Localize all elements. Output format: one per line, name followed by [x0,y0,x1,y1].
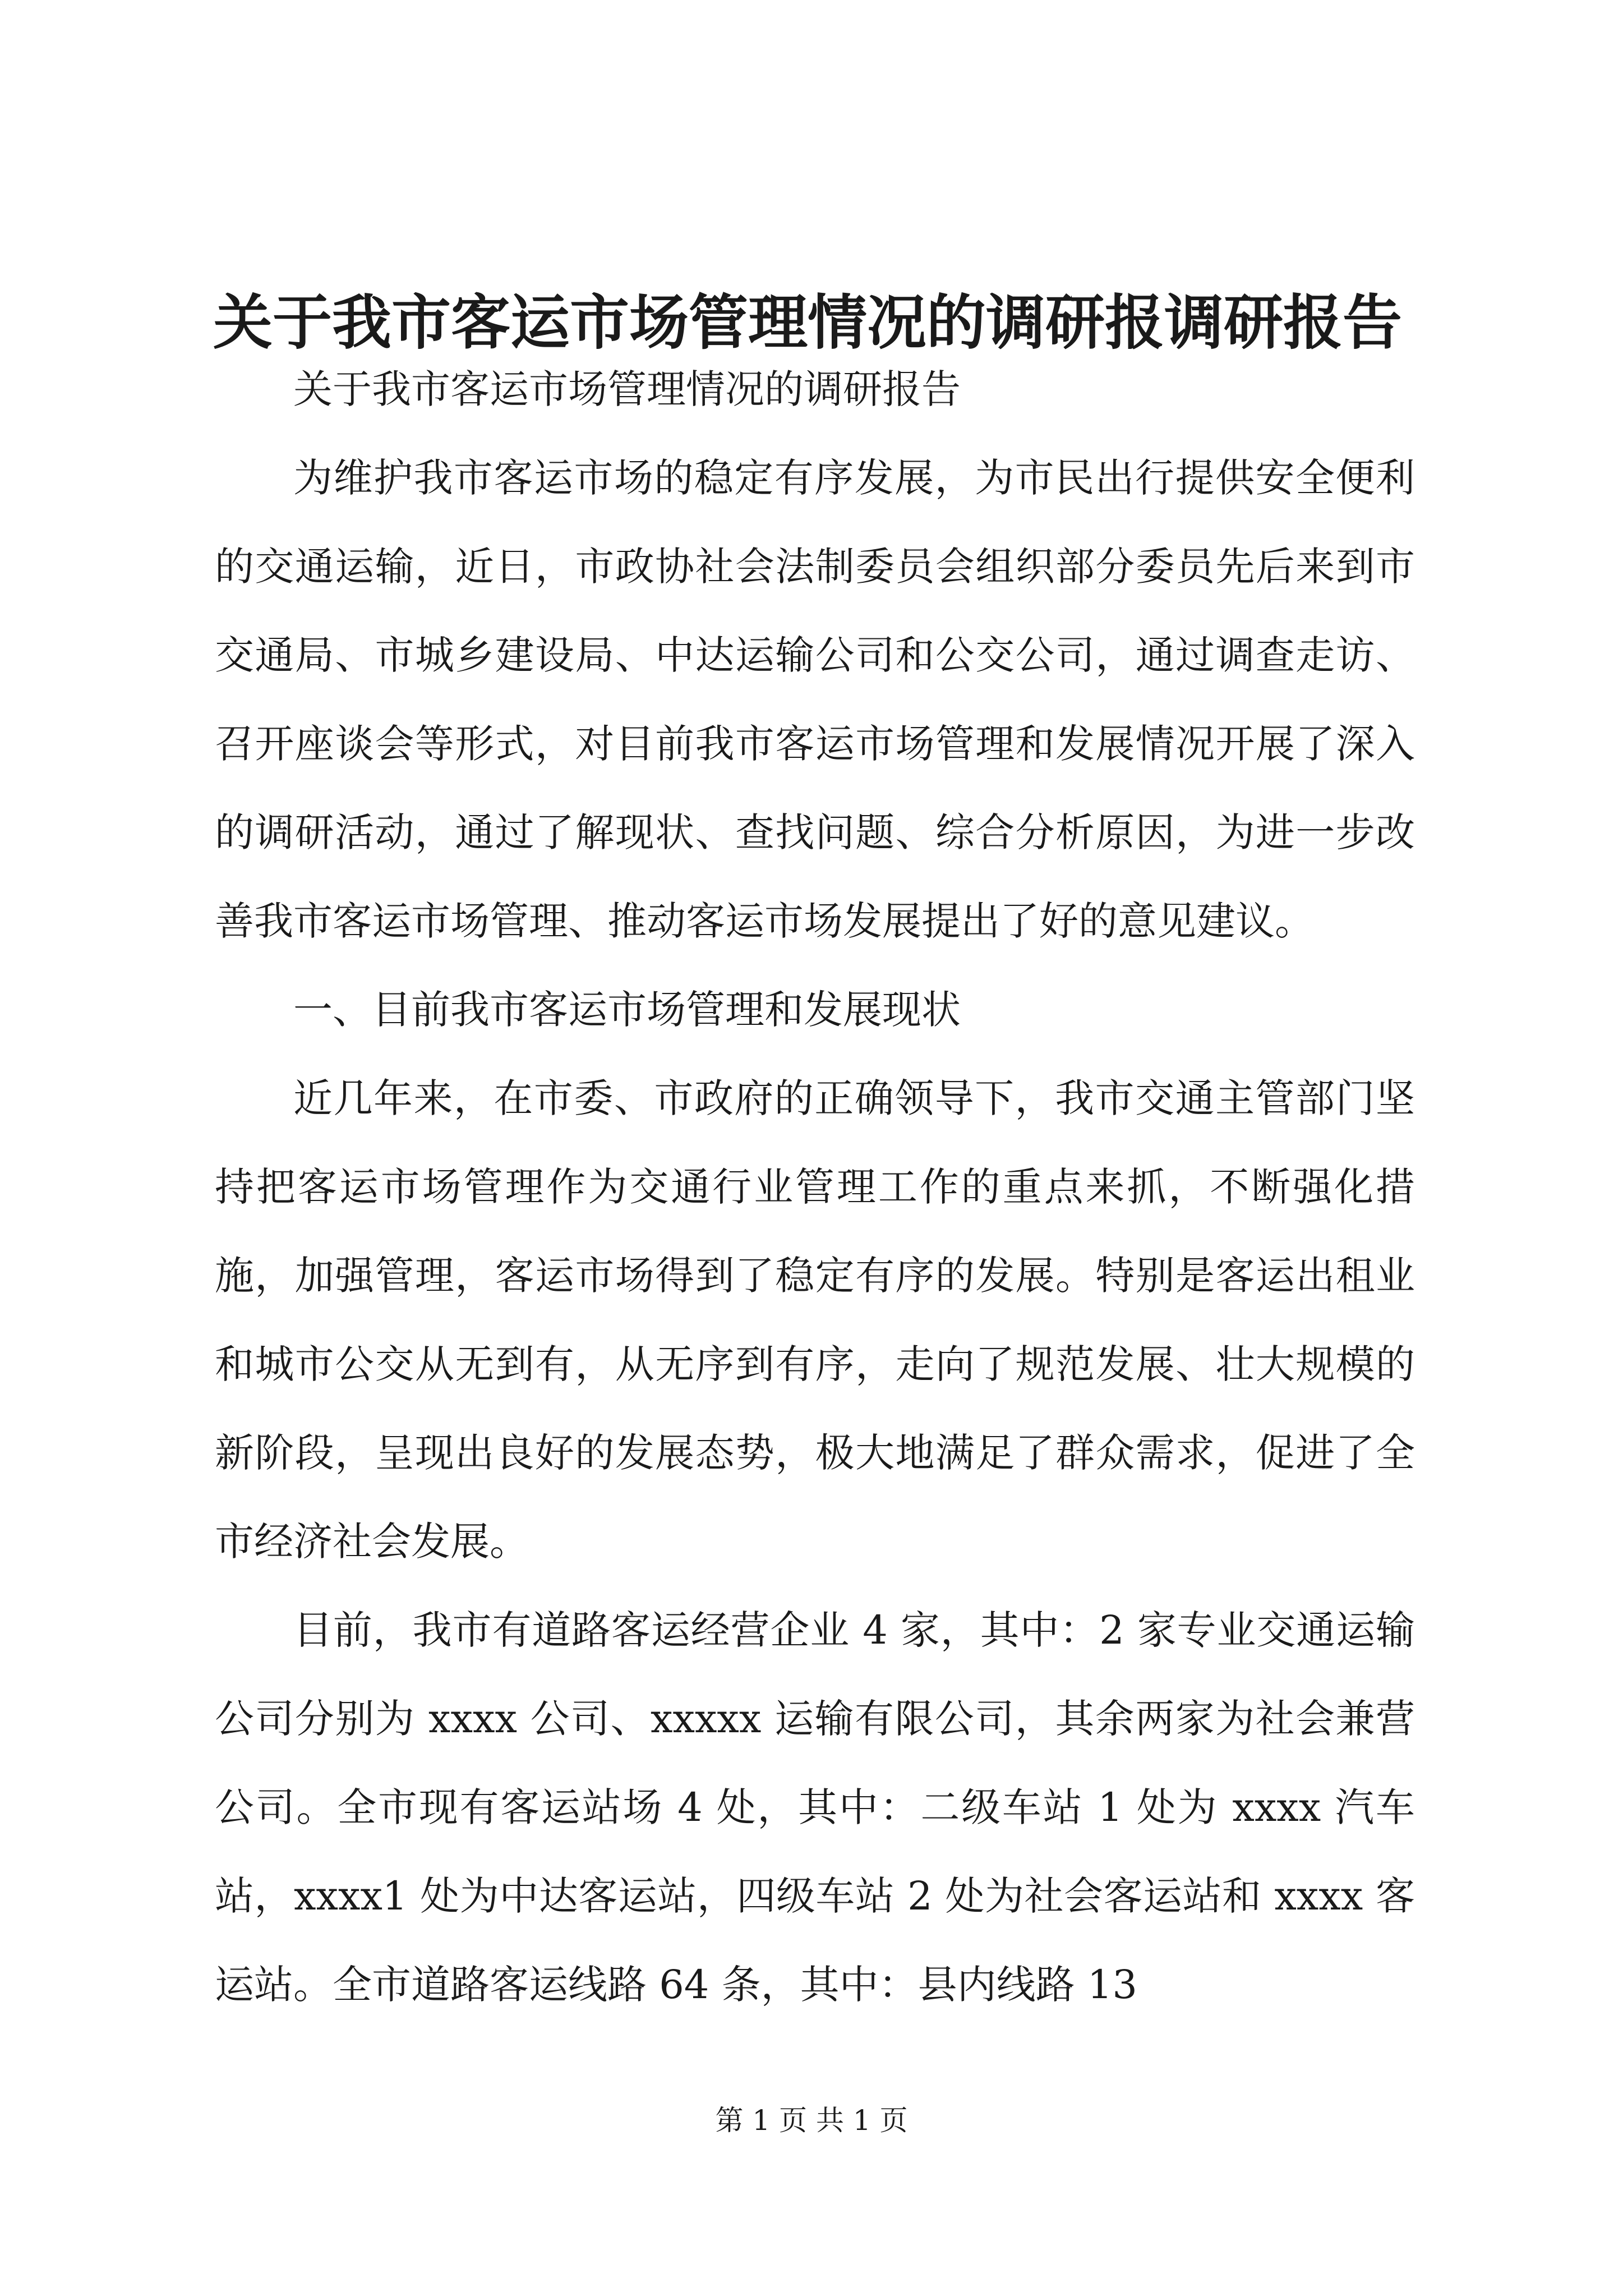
document-title: 关于我市客运市场管理情况的调研报调研报告 [213,287,1402,357]
page-footer: 第 1 页 共 1 页 [715,2104,908,2137]
section-heading: 一、目前我市客运市场管理和发展现状 [293,987,961,1033]
document-body [215,345,1415,2029]
status-paragraph: 近几年来，在市委、市政府的正确领导下，我市交通主管部门坚持把客运市场管理作为交通行业管理工作的重点来抓，不断强化措施，加强管理，客运市场得到了稳定有序的发展。特别是客运出租业和城市公交从无到有，从无序到有序，走向了规范发展、壮大规模的新阶段，呈现出良好的发展态势，极大地满足了群众需求，促进了全市经济社会发展。 [215,1075,1415,1565]
statistics-paragraph: 目前，我市有道路客运经营企业 4 家，其中：2 家专业交通运输公司分别为 xxxx 公司、xxxxx 运输有限公司，其余两家为社会兼营公司。全市现有客运站场 4 处，其中：二级车站 1 处为 xxxx 汽车站，xxxx1 处为中达客运站，四级车站 2 处为社会客运站和 xxxx 客运站。全市道路客运线路 64 条，其中：县内线路 13 [215,1607,1415,2008]
subtitle-paragraph: 关于我市客运市场管理情况的调研报告 [293,366,961,412]
intro-paragraph: 为维护我市客运市场的稳定有序发展，为市民出行提供安全便利的交通运输，近日，市政协社会法制委员会组织部分委员先后来到市交通局、市城乡建设局、中达运输公司和公交公司，通过调查走访、召开座谈会等形式，对目前我市客运市场管理和发展情况开展了深入的调研活动，通过了解现状、查找问题、综合分析原因，为进一步改善我市客运市场管理、推动客运市场发展提出了好的意见建议。 [215,455,1415,944]
